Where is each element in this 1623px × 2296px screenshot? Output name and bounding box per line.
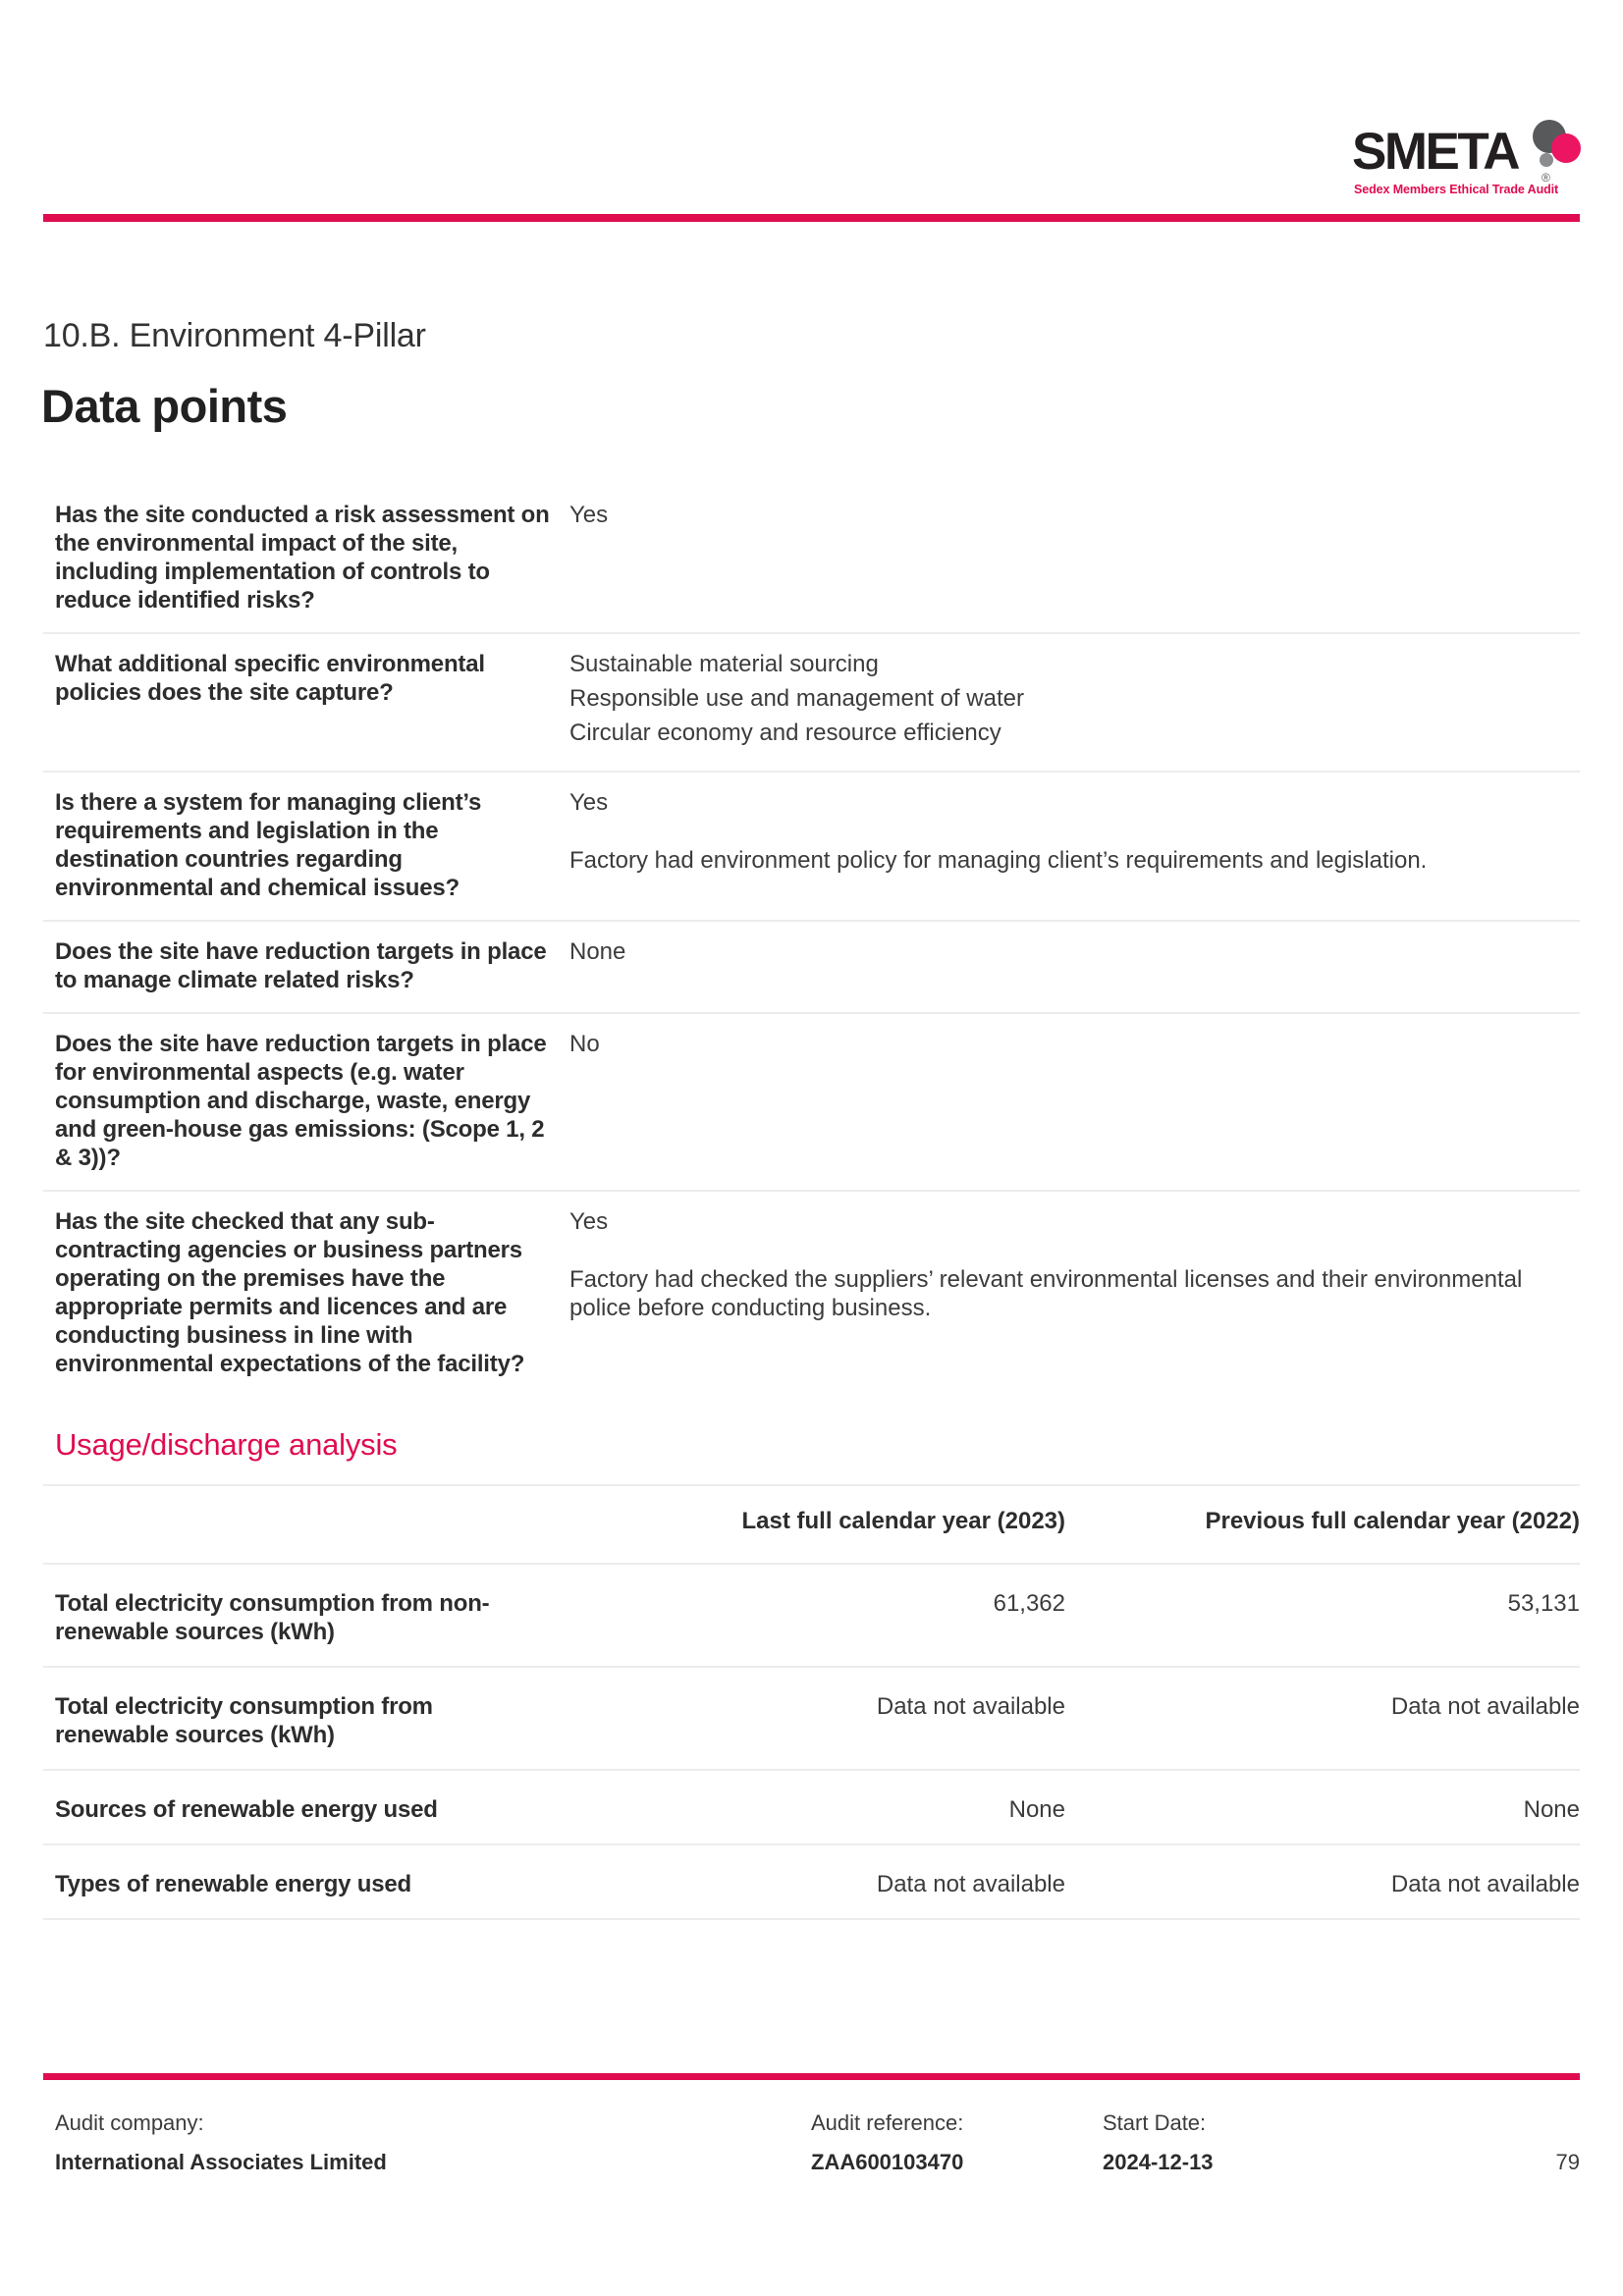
smeta-logo-wordmark: SMETA <box>1352 123 1519 181</box>
qa-answers <box>569 1030 1580 1172</box>
qa-answers <box>569 788 1580 902</box>
usage-table-row <box>43 1668 1580 1771</box>
usage-value-2023: Data not available <box>876 1693 1065 1720</box>
usage-table-row <box>43 1845 1580 1920</box>
data-points-list <box>43 485 1580 1396</box>
usage-row-label: Total electricity consumption from renewable sources (kWh) <box>55 1693 433 1748</box>
qa-answer-line: No <box>569 1031 600 1057</box>
audit-company-value: International Associates Limited <box>55 2150 387 2174</box>
usage-row-label: Types of renewable energy used <box>55 1871 412 1897</box>
qa-answer-line: Factory had checked the suppliers’ relevant environmental licenses and their environmental police before conducting business. <box>569 1266 1523 1321</box>
qa-row <box>43 771 1580 920</box>
qa-answer-line: None <box>569 938 626 965</box>
logo-dot-pink <box>1551 133 1581 163</box>
qa-answer-line: Responsible use and management of water <box>569 685 1024 712</box>
usage-header-empty-cell <box>43 1508 573 1535</box>
start-date-value: 2024-12-13 <box>1103 2150 1214 2174</box>
usage-value-2022: 53,131 <box>1507 1590 1580 1617</box>
footer-divider-rule <box>43 2073 1580 2080</box>
usage-discharge-section <box>43 1425 1580 1920</box>
qa-answer-line: Yes <box>569 1208 609 1235</box>
usage-discharge-heading: Usage/discharge analysis <box>55 1427 398 1462</box>
qa-answer-line: Yes <box>569 502 609 528</box>
qa-question: Has the site conducted a risk assessment on the environmental impact of the site, including implementation of controls to reduce identified risks? <box>55 502 550 614</box>
usage-table-header <box>43 1486 1580 1565</box>
start-date-label: Start Date: <box>1103 2110 1207 2135</box>
qa-question: What additional specific environmental policies does the site capture? <box>55 651 485 706</box>
page-title: Data points <box>41 380 288 432</box>
smeta-logo <box>1352 104 1582 208</box>
qa-answers <box>569 937 1580 994</box>
qa-answers <box>569 501 1580 614</box>
qa-answers <box>569 650 1580 753</box>
qa-row <box>43 1190 1580 1396</box>
registered-trademark-symbol: ® <box>1542 171 1550 185</box>
usage-value-2022: Data not available <box>1390 1871 1580 1897</box>
usage-table-body <box>43 1565 1580 1920</box>
qa-row <box>43 1012 1580 1190</box>
qa-answer-line: Sustainable material sourcing <box>569 651 879 677</box>
page-footer <box>43 2110 1580 2175</box>
qa-question: Has the site checked that any sub-contracting agencies or business partners operating on the premises have the appropriate permits and licences and are conducting business in line with environmental expectations of the facility? <box>55 1208 525 1377</box>
usage-value-2023: Data not available <box>876 1871 1065 1897</box>
usage-table-row <box>43 1771 1580 1845</box>
logo-dot-gray-small <box>1540 153 1553 167</box>
qa-question: Is there a system for managing client’s requirements and legislation in the destination countries regarding environmental and chemical issues? <box>55 789 482 901</box>
usage-value-2023: 61,362 <box>993 1590 1065 1617</box>
usage-value-2022: Data not available <box>1390 1693 1580 1720</box>
usage-row-label: Total electricity consumption from non-renewable sources (kWh) <box>55 1590 490 1645</box>
footer-spacer <box>1427 2110 1580 2136</box>
qa-row <box>43 485 1580 632</box>
usage-row-label: Sources of renewable energy used <box>55 1796 438 1823</box>
usage-value-2023: None <box>1008 1796 1065 1823</box>
page-number: 79 <box>1555 2150 1580 2174</box>
usage-value-2022: None <box>1523 1796 1580 1823</box>
qa-row <box>43 632 1580 771</box>
audit-company-label: Audit company: <box>55 2110 204 2135</box>
qa-answer-line: Yes <box>569 789 609 816</box>
usage-table-row <box>43 1565 1580 1668</box>
usage-header-2022: Previous full calendar year (2022) <box>1205 1508 1580 1534</box>
qa-answers <box>569 1207 1580 1378</box>
smeta-logo-tagline: Sedex Members Ethical Trade Audit <box>1354 183 1559 196</box>
header-divider-rule <box>43 214 1580 222</box>
audit-reference-value: ZAA600103470 <box>811 2150 964 2174</box>
section-label: 10.B. Environment 4-Pillar <box>43 317 426 354</box>
qa-answer-line: Factory had environment policy for managing client’s requirements and legislation. <box>569 847 1428 874</box>
audit-reference-label: Audit reference: <box>811 2110 964 2135</box>
usage-header-2023: Last full calendar year (2023) <box>741 1508 1065 1534</box>
qa-question: Does the site have reduction targets in place for environmental aspects (e.g. water consumption and discharge, waste, energy and green-house gas emissions: (Scope 1, 2 & 3))? <box>55 1031 547 1171</box>
usage-table <box>43 1484 1580 1920</box>
qa-question: Does the site have reduction targets in place to manage climate related risks? <box>55 938 547 993</box>
qa-row <box>43 920 1580 1012</box>
qa-answer-line: Circular economy and resource efficiency <box>569 720 1001 746</box>
